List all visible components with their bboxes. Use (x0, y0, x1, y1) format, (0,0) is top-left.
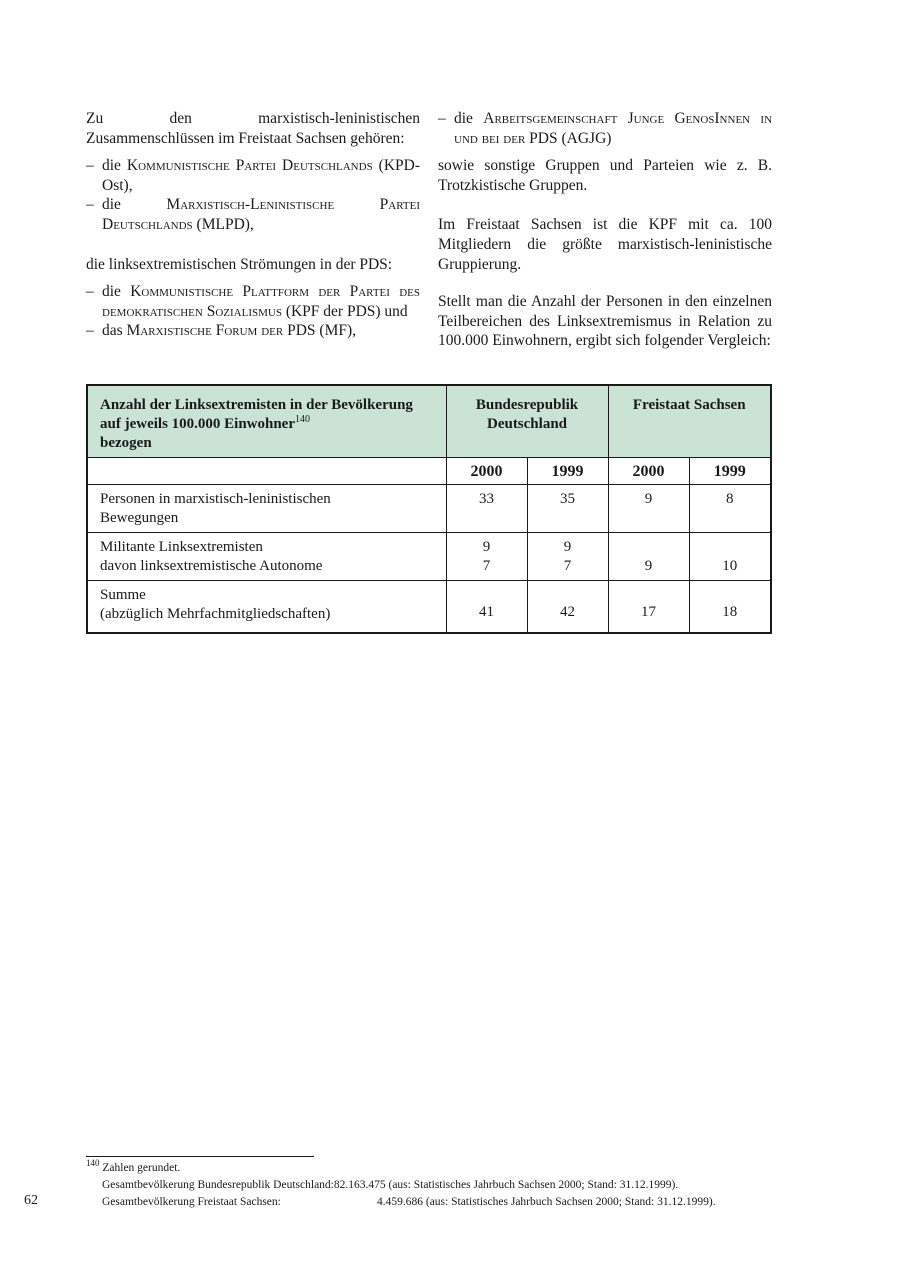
value-cell: 9 7 (446, 533, 527, 581)
table-header-group: Bundesrepublik Deutschland (446, 385, 608, 458)
footnote-ref: 140 (295, 414, 310, 425)
list-item: – die Kommunistische Partei Deutschlands (KPD-Ost), (86, 156, 420, 195)
comparison-table (86, 384, 772, 634)
row-label: Personen in marxistisch-leninistischen Bewegungen (87, 485, 446, 533)
footnote-rule (86, 1156, 314, 1157)
value-cell: 18 (689, 581, 771, 633)
left-column (86, 109, 420, 341)
value-cell: 42 (527, 581, 608, 633)
list-item: – die Arbeitsgemeinschaft Junge GenosInnen in und bei der PDS (AGJG) (438, 109, 772, 148)
list-item: – die Marxistisch-Leninistische Partei Deutschlands (MLPD), (86, 195, 420, 234)
value-cell: 9 7 (527, 533, 608, 581)
footnote-source: (aus: Statistisches Jahrbuch Sachsen 2000; Stand: 31.12.1999). (425, 1196, 716, 1208)
paragraph: Stellt man die Anzahl der Personen in den einzelnen Teilbereichen des Linksextremismus in Relation zu 100.000 Einwohnern, ergibt sich folgender Vergleich: (438, 293, 772, 350)
paragraph: Im Freistaat Sachsen ist die KPF mit ca. 100 Mitgliedern die größte marxistisch-leninistische Gruppierung. (438, 216, 772, 273)
pds-intro-paragraph: die linksextremistischen Strömungen in der PDS: (86, 255, 393, 273)
table-row (87, 533, 771, 581)
value-cell: 9 (608, 533, 689, 581)
year-cell: 2000 (608, 458, 689, 485)
paragraph: sowie sonstige Gruppen und Parteien wie z. B. Trotzkistische Gruppen. (438, 157, 772, 194)
table-header-row (87, 385, 771, 458)
table-year-row (87, 458, 771, 485)
year-cell: 2000 (446, 458, 527, 485)
value-cell: 8 (689, 485, 771, 533)
year-cell: 1999 (527, 458, 608, 485)
table-header-label: Anzahl der Linksextremisten in der Bevölkerung auf jeweils 100.000 Einwohner$^{140}$ bezogen (87, 385, 446, 458)
value-cell: 33 (446, 485, 527, 533)
page-number: 62 (24, 1193, 38, 1208)
list-item: – die Kommunistische Plattform der Partei des demokratischen Sozialismus (KPF der PDS) und (86, 282, 420, 321)
year-cell: 1999 (689, 458, 771, 485)
table-header-group: Freistaat Sachsen (608, 385, 771, 458)
table-row (87, 485, 771, 533)
value-cell: 35 (527, 485, 608, 533)
intro-paragraph: Zu den marxistisch-leninistischen Zusammenschlüssen im Freistaat Sachsen gehören: (86, 110, 420, 147)
value-cell: 17 (608, 581, 689, 633)
footnote (86, 1160, 786, 1211)
footnote-value: 4.459.686 (377, 1196, 423, 1208)
row-label: Summe (abzüglich Mehrfachmitgliedschaften) (87, 581, 446, 633)
footnote-label: Gesamtbevölkerung Bundesrepublik Deutschland: (102, 1179, 334, 1191)
footnote-text: Zahlen gerundet. (102, 1162, 181, 1174)
value-cell: 10 (689, 533, 771, 581)
empty-cell (87, 458, 446, 485)
list-item: – das Marxistische Forum der PDS (MF), (86, 321, 420, 341)
footnote-value: 82.163.475 (333, 1179, 386, 1191)
footnote-label: Gesamtbevölkerung Freistaat Sachsen: (102, 1196, 281, 1208)
table-row (87, 581, 771, 633)
footnote-number: 140 (86, 1158, 100, 1169)
right-column (438, 109, 772, 351)
footnote-source: (aus: Statistisches Jahrbuch Sachsen 2000; Stand: 31.12.1999). (388, 1179, 679, 1191)
value-cell: 9 (608, 485, 689, 533)
row-label: Militante Linksextremisten davon linksextremistische Autonome (87, 533, 446, 581)
value-cell: 41 (446, 581, 527, 633)
